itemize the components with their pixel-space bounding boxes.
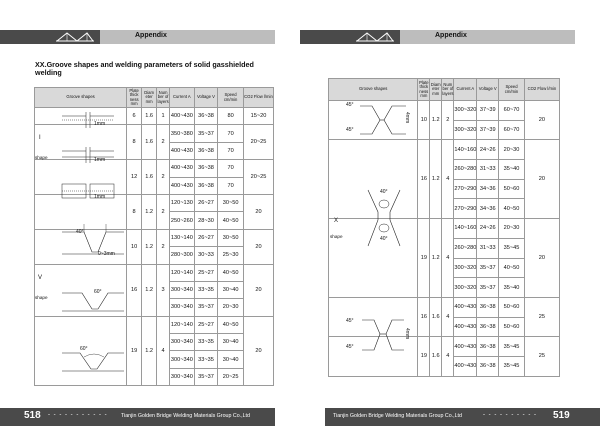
current-cell: 350~380: [170, 125, 195, 142]
layers-cell: 2: [157, 125, 170, 160]
voltage-cell: 37~39: [477, 101, 499, 121]
speed-cell: 35~40: [499, 278, 525, 298]
current-cell: 300~340: [170, 351, 195, 368]
shape-x-letter: X: [334, 218, 339, 224]
speed-cell: 35~45: [499, 337, 525, 357]
dim-4mm-a: 4mm: [404, 112, 410, 124]
speed-cell: 20~30: [499, 219, 525, 239]
voltage-cell: 24~26: [477, 140, 499, 160]
speed-cell: 30~40: [218, 351, 244, 368]
plate-thickness-cell: 16: [418, 297, 430, 336]
speed-cell: 40~50: [218, 212, 244, 229]
footer-dashes: - - - - - - - - - - -: [48, 412, 108, 418]
speed-cell: 40~50: [218, 316, 244, 333]
diameter-cell: 1.2: [142, 194, 157, 229]
layers-cell: 4: [442, 297, 454, 336]
groove-sketch-x-3: [360, 316, 406, 356]
voltage-cell: 28~30: [194, 212, 218, 229]
bridge-logo-icon: [355, 31, 395, 43]
speed-cell: 70: [218, 177, 244, 194]
dim-4mm-b: 4mm: [404, 328, 410, 340]
groove-sketch-i-1: [58, 108, 118, 133]
dim-60a: 60°: [94, 289, 102, 295]
col-current: Current A: [170, 88, 195, 108]
speed-cell: 30~50: [218, 194, 244, 211]
speed-cell: 20~30: [499, 140, 525, 160]
voltage-cell: 31~33: [477, 160, 499, 180]
current-cell: 260~280: [454, 238, 477, 258]
shape-v-letter: V: [38, 275, 43, 281]
flow-cell: 20: [243, 229, 273, 264]
dim-1mm-c: 1mm: [94, 194, 106, 200]
layers-cell: 4: [442, 140, 454, 219]
flow-cell: 25: [524, 297, 559, 336]
current-cell: 300~320: [454, 101, 477, 121]
speed-cell: 40~50: [499, 258, 525, 278]
col-voltage: Voltage V: [477, 79, 499, 101]
current-cell: 300~340: [170, 368, 195, 385]
dim-1mm-b: 1mm: [94, 157, 106, 163]
dim-1mm-a: 1mm: [94, 121, 106, 127]
flow-cell: 15~20: [243, 108, 273, 125]
col-layers: Num ber of layers: [442, 79, 454, 101]
voltage-cell: 30~33: [194, 247, 218, 264]
shape-v-label-box: [35, 207, 49, 397]
col-layers: Num ber of layers: [157, 88, 170, 108]
speed-cell: 30~40: [218, 334, 244, 351]
speed-cell: 50~60: [499, 297, 525, 317]
current-cell: 300~320: [454, 120, 477, 140]
current-cell: 400~430: [170, 142, 195, 159]
voltage-cell: 25~27: [194, 264, 218, 281]
col-speed: Speed cm/min: [218, 88, 244, 108]
layers-cell: 2: [442, 101, 454, 140]
footer-company: Tianjin Golden Bridge Welding Materials Group Co.,Ltd: [121, 413, 250, 419]
speed-cell: 20~30: [218, 299, 244, 316]
current-cell: 140~160: [454, 219, 477, 239]
speed-cell: 30~40: [218, 281, 244, 298]
page-number: 519: [553, 410, 570, 421]
diameter-cell: 1.2: [142, 316, 157, 386]
diameter-cell: 1.6: [142, 125, 157, 160]
voltage-cell: 37~39: [477, 120, 499, 140]
flow-cell: 25: [524, 337, 559, 376]
header-dark-block: [300, 30, 400, 44]
current-cell: 300~320: [454, 278, 477, 298]
voltage-cell: 35~37: [477, 278, 499, 298]
voltage-cell: 36~38: [194, 160, 218, 177]
col-speed: Speed cm/min: [499, 79, 525, 101]
footer-company: Tianjin Golden Bridge Welding Materials Group Co.,Ltd: [333, 413, 462, 419]
dim-40b: 40°: [380, 236, 388, 242]
speed-cell: 35~45: [499, 238, 525, 258]
current-cell: 400~430: [170, 108, 195, 125]
speed-cell: 50~60: [499, 179, 525, 199]
table-row: [35, 316, 274, 333]
voltage-cell: 35~37: [194, 368, 218, 385]
dim-gap: 0~3mm: [98, 251, 115, 257]
layers-cell: 4: [442, 219, 454, 298]
voltage-cell: 36~38: [194, 177, 218, 194]
voltage-cell: 34~36: [477, 179, 499, 199]
layers-cell: 4: [157, 316, 170, 386]
speed-cell: 20~25: [218, 368, 244, 385]
voltage-cell: 33~35: [194, 281, 218, 298]
diameter-cell: 1.2: [430, 140, 442, 219]
current-cell: 120~140: [170, 264, 195, 281]
speed-cell: 35~40: [499, 160, 525, 180]
speed-cell: 80: [218, 108, 244, 125]
col-voltage: Voltage V: [194, 88, 218, 108]
page-number: 518: [24, 410, 41, 421]
dim-45b: 45°: [346, 127, 354, 133]
shape-v-word: shape: [35, 295, 48, 300]
speed-cell: 60~70: [499, 101, 525, 121]
current-cell: 260~280: [454, 160, 477, 180]
plate-thickness-cell: 12: [127, 160, 142, 195]
diameter-cell: 1.6: [430, 337, 442, 376]
voltage-cell: 35~37: [194, 125, 218, 142]
voltage-cell: 26~27: [194, 229, 218, 246]
table-row: [329, 297, 560, 317]
layers-cell: 3: [157, 264, 170, 316]
voltage-cell: 36~38: [477, 317, 499, 337]
col-groove: Groove shapes: [329, 79, 418, 101]
flow-cell: 20: [524, 140, 559, 219]
groove-sketch-i-2: [58, 143, 118, 168]
flow-cell: 20~25: [243, 125, 273, 160]
speed-cell: 25~30: [218, 247, 244, 264]
groove-sketch-v-2: [58, 285, 128, 315]
layers-cell: 1: [157, 108, 170, 125]
voltage-cell: 36~38: [194, 142, 218, 159]
diameter-cell: 1.2: [142, 229, 157, 264]
flow-cell: 20: [243, 194, 273, 229]
header-band: [0, 30, 275, 44]
diameter-cell: 1.2: [142, 264, 157, 316]
current-cell: 120~140: [170, 316, 195, 333]
current-cell: 140~160: [454, 140, 477, 160]
col-flow: CO2 Flow l/min: [524, 79, 559, 101]
col-groove: Groove shapes: [35, 88, 127, 108]
dim-45c: 45°: [346, 318, 354, 324]
flow-cell: 20: [524, 101, 559, 140]
current-cell: 120~130: [170, 194, 195, 211]
flow-cell: 20: [524, 219, 559, 298]
voltage-cell: 24~26: [477, 219, 499, 239]
shape-x-word: shape: [330, 234, 343, 239]
speed-cell: 70: [218, 160, 244, 177]
diameter-cell: 1.6: [142, 108, 157, 125]
header-dark-block: [0, 30, 100, 44]
current-cell: 270~290: [454, 179, 477, 199]
diameter-cell: 1.6: [142, 160, 157, 195]
col-flow: CO2 Flow l/min: [243, 88, 273, 108]
current-cell: 400~430: [454, 337, 477, 357]
shape-i-label-box: [35, 107, 49, 207]
current-cell: 300~320: [454, 258, 477, 278]
speed-cell: 35~45: [499, 356, 525, 376]
plate-thickness-cell: 19: [127, 316, 142, 386]
diameter-cell: 1.6: [430, 297, 442, 336]
current-cell: 300~340: [170, 281, 195, 298]
groove-sketch-i-3: [58, 178, 118, 206]
voltage-cell: 33~35: [194, 334, 218, 351]
diameter-cell: 1.2: [430, 101, 442, 140]
current-cell: 270~290: [454, 199, 477, 219]
dim-60b: 60°: [80, 346, 88, 352]
groove-sketch-x-2: [364, 188, 404, 252]
plate-thickness-cell: 19: [418, 337, 430, 376]
dim-40: 40°: [76, 229, 84, 235]
flow-cell: 20: [243, 264, 273, 316]
plate-thickness-cell: 16: [127, 264, 142, 316]
layers-cell: 2: [157, 194, 170, 229]
flow-cell: 20~25: [243, 160, 273, 195]
shape-i-letter: I: [39, 135, 41, 141]
current-cell: 300~340: [170, 334, 195, 351]
speed-cell: 60~70: [499, 120, 525, 140]
col-plate: Plate thick ness mm: [418, 79, 430, 101]
groove-sketch-x-1: [358, 102, 408, 140]
diameter-cell: 1.2: [430, 219, 442, 298]
col-diam: Diam eter mm: [142, 88, 157, 108]
speed-cell: 40~50: [218, 264, 244, 281]
voltage-cell: 36~38: [194, 108, 218, 125]
section-title: XX.Groove shapes and welding parameters of solid gasshielded welding: [35, 60, 254, 77]
col-plate: Plate thick ness mm: [127, 88, 142, 108]
plate-thickness-cell: 8: [127, 194, 142, 229]
voltage-cell: 35~37: [477, 258, 499, 278]
voltage-cell: 35~37: [194, 299, 218, 316]
dim-45d: 45°: [346, 344, 354, 350]
dim-45a: 45°: [346, 102, 354, 108]
header-band: [300, 30, 575, 44]
speed-cell: 30~50: [218, 229, 244, 246]
speed-cell: 40~50: [499, 199, 525, 219]
current-cell: 400~430: [170, 177, 195, 194]
current-cell: 280~300: [170, 247, 195, 264]
plate-thickness-cell: 10: [127, 229, 142, 264]
voltage-cell: 36~38: [477, 356, 499, 376]
plate-thickness-cell: 6: [127, 108, 142, 125]
voltage-cell: 25~27: [194, 316, 218, 333]
footer-band: [325, 408, 600, 426]
footer-band: [0, 408, 275, 426]
plate-thickness-cell: 10: [418, 101, 430, 140]
right-page: [300, 0, 600, 435]
groove-sketch-v-3: [58, 345, 128, 375]
current-cell: 300~340: [170, 299, 195, 316]
voltage-cell: 34~36: [477, 199, 499, 219]
header-section-label: Appendix: [135, 32, 167, 39]
plate-thickness-cell: 16: [418, 140, 430, 219]
voltage-cell: 31~33: [477, 238, 499, 258]
current-cell: 250~260: [170, 212, 195, 229]
plate-thickness-cell: 19: [418, 219, 430, 298]
header-section-label: Appendix: [435, 32, 467, 39]
voltage-cell: 36~38: [477, 337, 499, 357]
current-cell: 130~140: [170, 229, 195, 246]
col-current: Current A: [454, 79, 477, 101]
footer-dashes: - - - - - - - - - -: [483, 412, 537, 418]
voltage-cell: 36~38: [477, 297, 499, 317]
col-diam: Diam eter mm: [430, 79, 442, 101]
speed-cell: 70: [218, 125, 244, 142]
table-row: [329, 140, 560, 160]
header-row: [35, 88, 274, 108]
layers-cell: 4: [442, 337, 454, 376]
flow-cell: 20: [243, 316, 273, 386]
dim-40a: 40°: [380, 189, 388, 195]
plate-thickness-cell: 8: [127, 125, 142, 160]
current-cell: 400~430: [454, 317, 477, 337]
shape-i-word: shape: [35, 155, 48, 160]
voltage-cell: 26~27: [194, 194, 218, 211]
current-cell: 400~430: [170, 160, 195, 177]
header-row: [329, 79, 560, 101]
groove-sketch-v-1: [58, 218, 128, 268]
shape-x-label-box: [330, 100, 344, 396]
current-cell: 400~430: [454, 356, 477, 376]
speed-cell: 50~60: [499, 317, 525, 337]
layers-cell: 2: [157, 229, 170, 264]
speed-cell: 70: [218, 142, 244, 159]
bridge-logo-icon: [55, 31, 95, 43]
current-cell: 400~430: [454, 297, 477, 317]
layers-cell: 2: [157, 160, 170, 195]
voltage-cell: 33~35: [194, 351, 218, 368]
